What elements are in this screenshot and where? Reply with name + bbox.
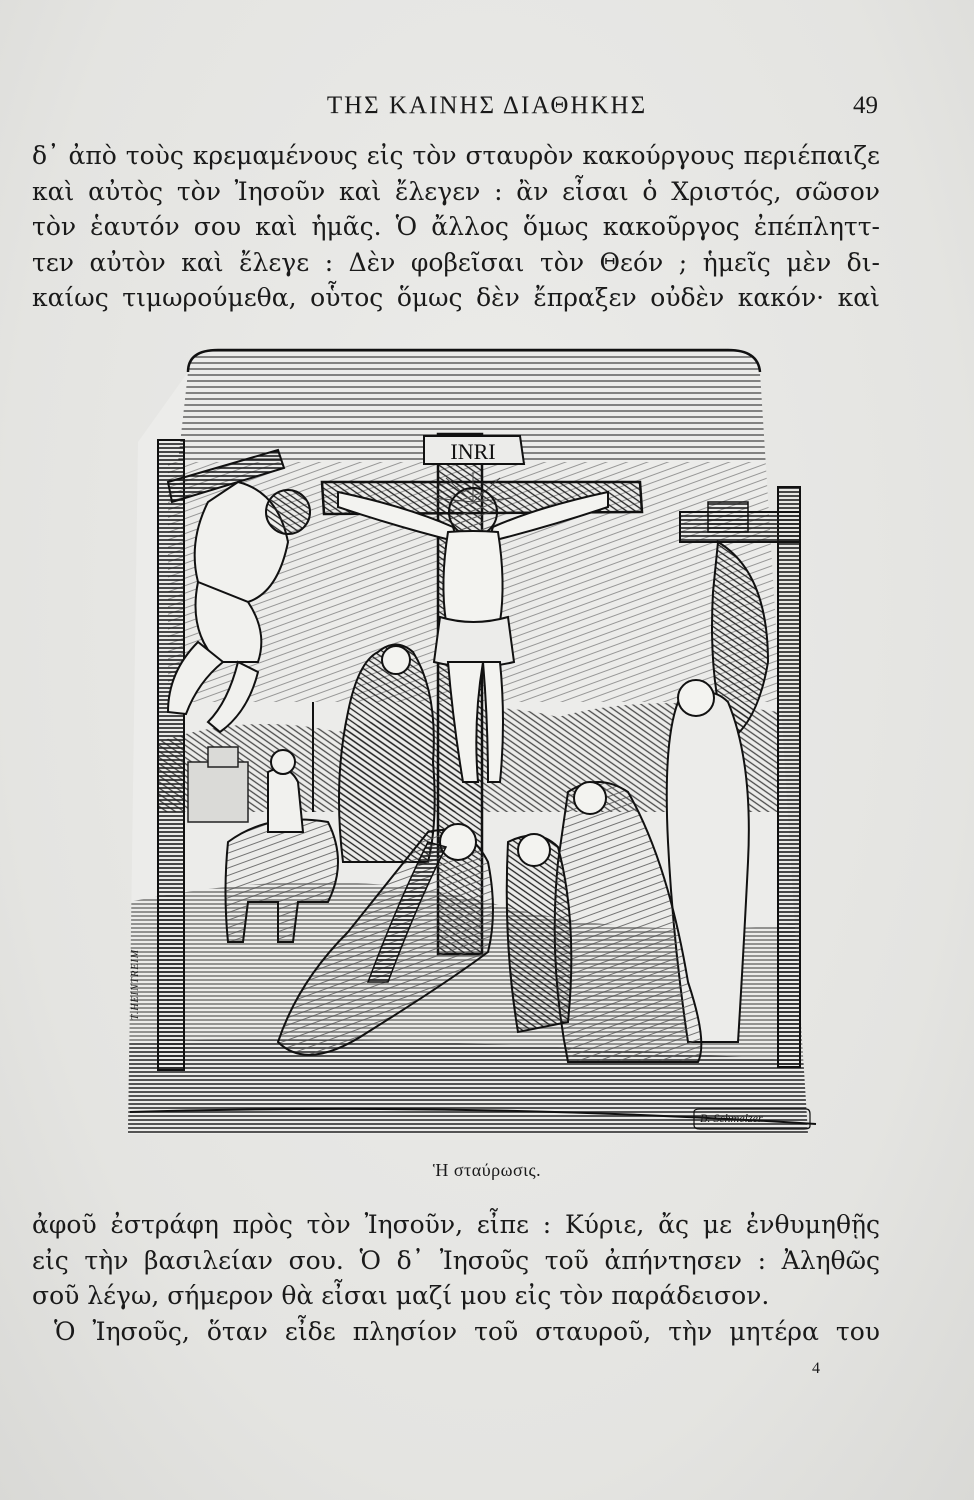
inri-inscription: INRI [450,439,496,464]
body-text-top [32,138,880,316]
illustration-caption: Ἡ σταύρωσις. [432,1160,542,1180]
text-line-indented: Ὁ Ἰησοῦς, ὅταν εἶδε πλησίον τοῦ σταυροῦ, τὴν μητέρα του [54,1316,880,1346]
signature-mark: 4 [812,1360,820,1377]
text-line: καὶ αὐτὸς τὸν Ἰησοῦν καὶ ἔλεγεν : ἂν εἶσαι ὁ Χριστός, σῶσον [32,176,880,206]
text-line: ἀφοῦ ἐστράφη πρὸς τὸν Ἰησοῦν, εἶπε : Κύριε, ἄς με ἐνθυμηθῇς [32,1210,880,1239]
running-title: ΤΗΣ ΚΑΙΝΗΣ ΔΙΑΘΗΚΗΣ [326,92,648,119]
text-line: σοῦ λέγω, σήμερον θὰ εἶσαι μαζί μου εἰς τὸν παράδεισον. [32,1281,770,1310]
page-number: 49 [853,92,878,119]
text-line: εἰς τὴν βασιλείαν σου. Ὁ δ᾽ Ἰησοῦς τοῦ ἀπήντησεν : Ἀληθῶς [32,1245,880,1275]
engraver-signature-left: T.HEINTREIM [130,948,141,1020]
text-line: καίως τιμωρούμεθα, οὗτος ὅμως δὲν ἔπραξεν οὐδὲν κακόν· καὶ [32,283,880,312]
text-line: τὸν ἑαυτόν σου καὶ ἡμᾶς. Ὁ ἄλλος ὅμως κακοῦργος ἐπέπληττ- [32,212,880,241]
page-header [0,92,974,128]
crucifixion-engraving [128,342,818,1134]
text-line: δ᾽ ἀπὸ τοὺς κρεμαμένους εἰς τὸν σταυρὸν κακούργους περιέπαιζε [32,141,880,170]
artist-signature: B. Schmelzer [700,1111,763,1125]
text-line: τεν αὐτὸν καὶ ἔλεγε : Δὲν φοβεῖσαι τὸν Θεόν ; ἡμεῖς μὲν δι- [32,247,880,277]
artist-signature-box [692,1108,812,1130]
body-text-bottom [32,1207,880,1349]
